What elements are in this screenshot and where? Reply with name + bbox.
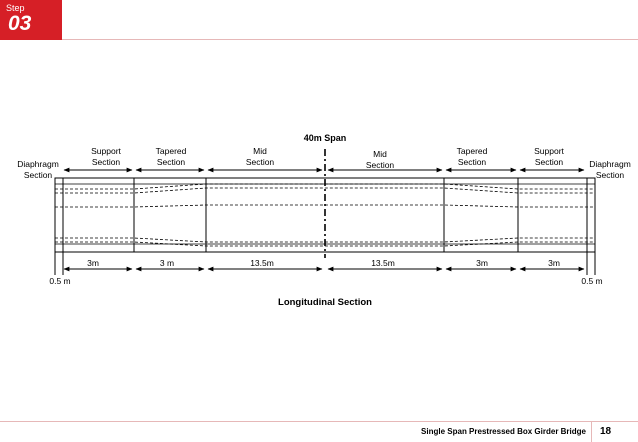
mid-right-label-1: Mid (373, 149, 387, 159)
footer-title: Single Span Prestressed Box Girder Bridge (421, 427, 586, 436)
diaphragm-right-label-2: Section (595, 170, 625, 180)
tapered-right-label-1: Tapered (456, 146, 488, 156)
mid-left-label-2: Section (245, 157, 275, 167)
dim-support-left: 3m (87, 258, 99, 268)
mid-right-label-2: Section (365, 160, 395, 170)
dim-tapered-left: 3 m (159, 258, 175, 268)
support-left-label-1: Support (91, 146, 121, 156)
diaphragm-right-label-1: Diaphragm (589, 159, 631, 169)
dim-diaphragm-right: 0.5 m (581, 276, 603, 286)
diaphragm-left-label-2: Section (23, 170, 53, 180)
mid-left-label-1: Mid (253, 146, 267, 156)
section-labels (17, 146, 631, 180)
diagram-caption: Longitudinal Section (278, 297, 372, 308)
step-label: Step (6, 3, 25, 13)
span-label: 40m Span (303, 133, 347, 143)
support-right-label-1: Support (534, 146, 564, 156)
support-right-label-2: Section (534, 157, 564, 167)
dim-diaphragm-left: 0.5 m (49, 276, 71, 286)
diaphragm-left-label-1: Diaphragm (17, 159, 59, 169)
tapered-left-label-1: Tapered (155, 146, 187, 156)
dimension-labels (49, 258, 602, 286)
tapered-left-label-2: Section (156, 157, 186, 167)
tapered-right-label-2: Section (457, 157, 487, 167)
support-left-label-2: Section (91, 157, 121, 167)
footer-divider (591, 422, 592, 442)
dim-support-right: 3m (548, 258, 560, 268)
dim-tapered-right: 3m (476, 258, 488, 268)
step-number: 03 (8, 12, 32, 35)
page-number: 18 (600, 426, 612, 437)
dim-mid-left: 13.5m (250, 258, 274, 268)
footer-rule (0, 421, 638, 422)
dim-mid-right: 13.5m (371, 258, 395, 268)
